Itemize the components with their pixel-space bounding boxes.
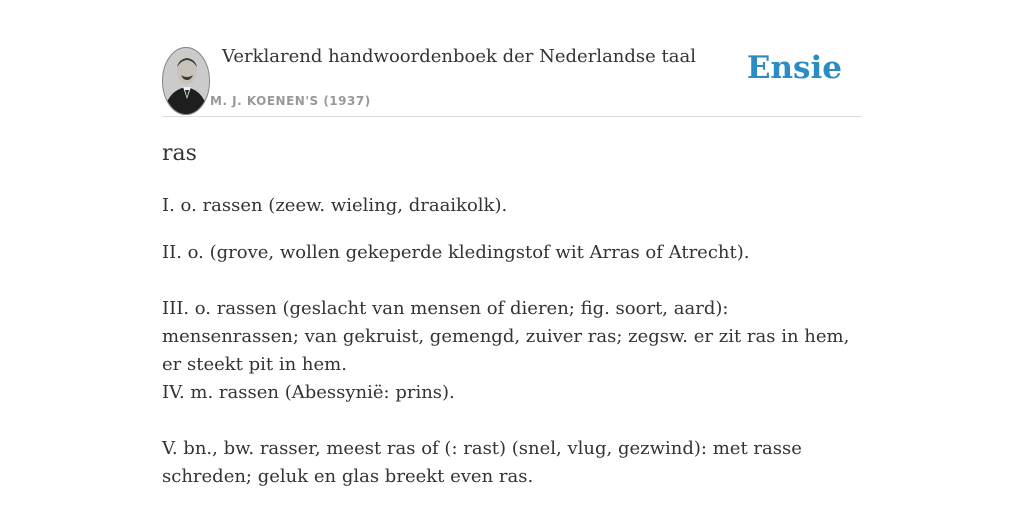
dictionary-header xyxy=(162,0,862,117)
entry-sense-2: II. o. (grove, wollen gekeperde kledingstof wit Arras of Atrecht). xyxy=(162,242,750,263)
entry-sense-4: IV. m. rassen (Abessynië: prins). xyxy=(162,382,455,403)
entry-sense-1: I. o. rassen (zeew. wieling, draaikolk). xyxy=(162,195,508,216)
entry-sense-5: V. bn., bw. rasser, meest ras of (: rast) (snel, vlug, gezwind): met rasse schreden; geluk en glas breekt even ras. xyxy=(162,438,802,487)
ensie-logo-link[interactable]: Ensie xyxy=(746,50,842,86)
dictionary-title: Verklarend handwoordenboek der Nederlandse taal xyxy=(222,46,696,67)
page-content xyxy=(162,0,862,487)
author-portrait-icon xyxy=(162,47,210,115)
entry-headword: ras xyxy=(162,141,197,166)
dictionary-edition: M. J. KOENEN'S (1937) xyxy=(210,94,371,108)
entry-sense-3: III. o. rassen (geslacht van mensen of dieren; fig. soort, aard): mensenrassen; van gekruist, gemengd, zuiver ras; zegsw. er zit ras in hem, er steekt pit in hem. xyxy=(162,298,850,375)
